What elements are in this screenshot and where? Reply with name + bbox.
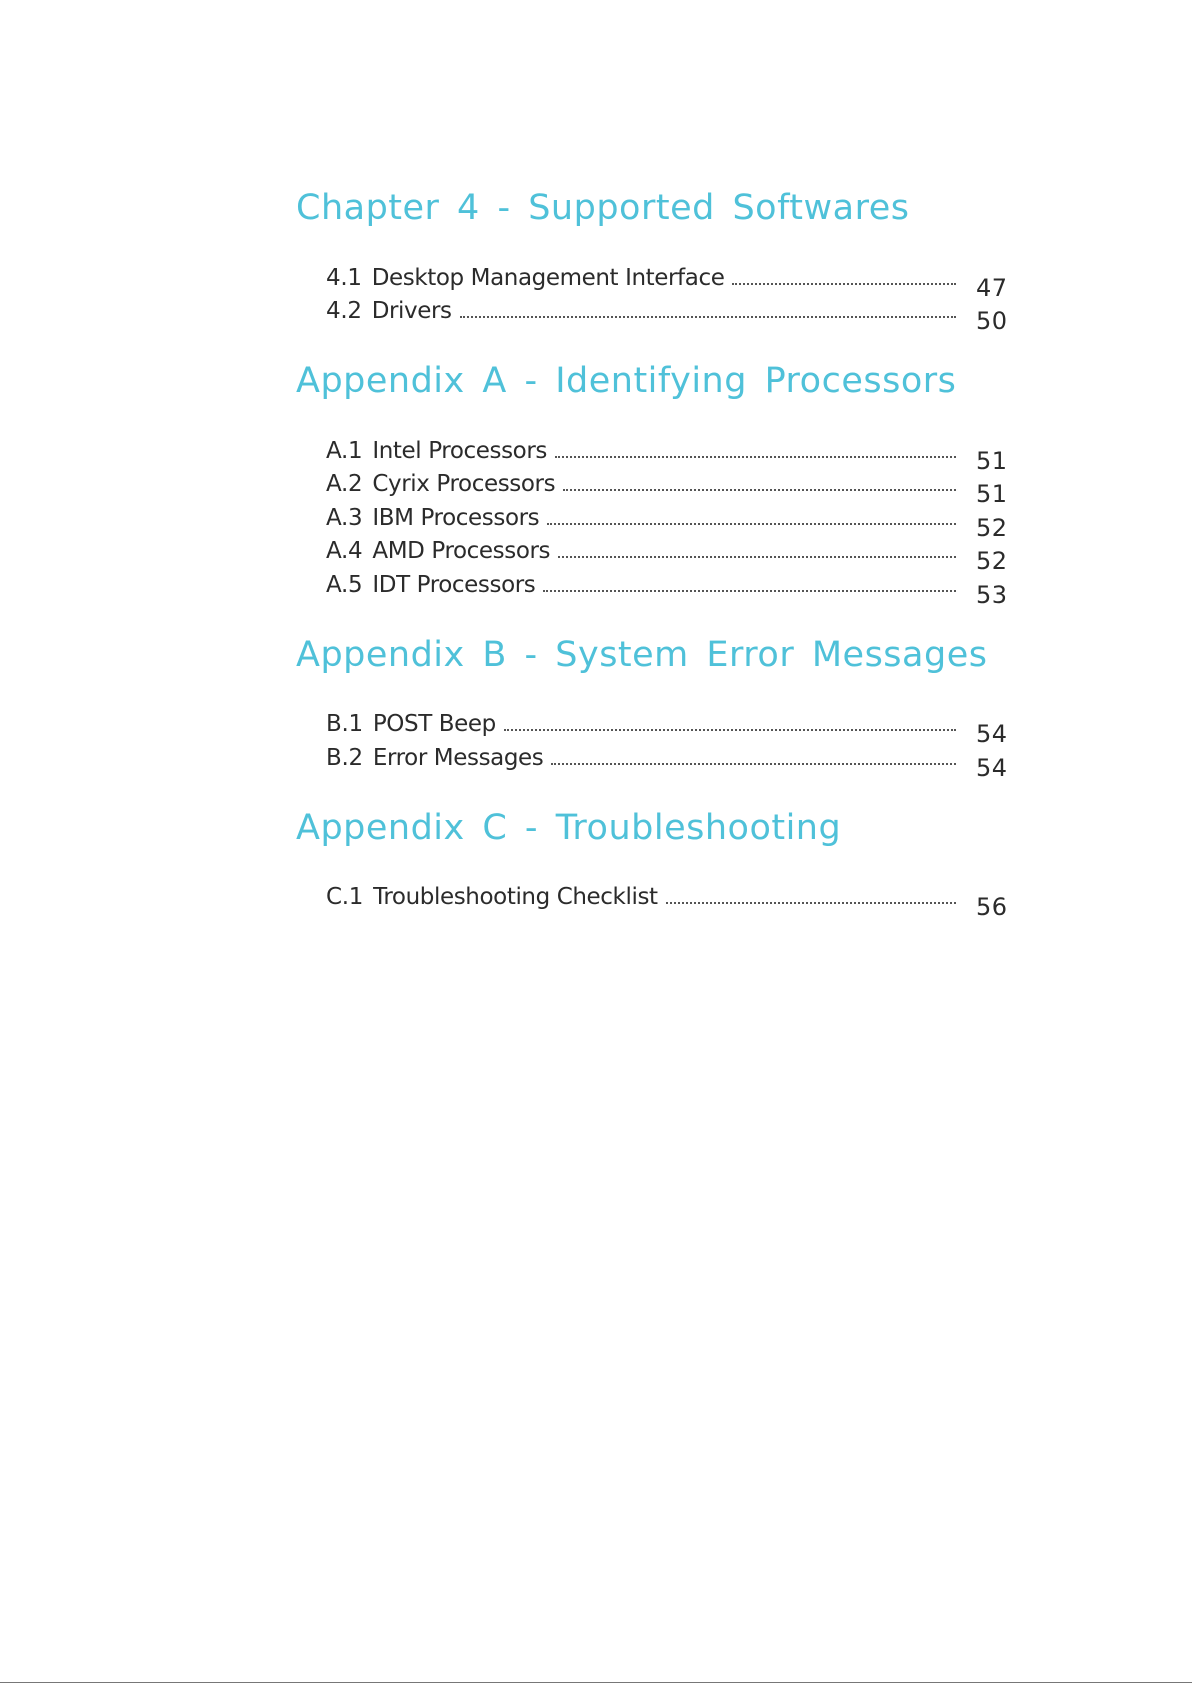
table-of-contents [296, 186, 1022, 945]
dot-leader [732, 283, 956, 285]
entry-number: B.1 [326, 711, 363, 737]
entry-label: Intel Processors [372, 437, 547, 464]
toc-entry[interactable] [326, 431, 1022, 475]
entry-list [296, 431, 1022, 609]
entry-list [296, 878, 1022, 921]
dot-leader [504, 729, 956, 731]
entry-number: A.4 [326, 538, 363, 564]
entry-page-number: 51 [976, 480, 1008, 508]
entry-number: 4.2 [326, 298, 362, 324]
entry-page-number: 53 [976, 580, 1008, 609]
dot-leader [543, 590, 956, 592]
section-title: Appendix A - Identifying Processors [296, 361, 957, 401]
entry-label: POST Beep [372, 711, 496, 737]
toc-entry[interactable] [326, 258, 1022, 302]
entry-label: IDT Processors [372, 571, 536, 598]
dot-leader [563, 489, 956, 491]
page-bottom-rule [0, 1682, 1192, 1683]
entry-page-number: 54 [976, 753, 1008, 782]
entry-label: Drivers [371, 298, 452, 324]
entry-number: A.1 [326, 437, 363, 464]
dot-leader [555, 456, 956, 458]
toc-section-appendix-a [296, 359, 1022, 609]
entry-number: C.1 [326, 884, 364, 910]
dot-leader [551, 763, 956, 765]
entry-label: Desktop Management Interface [371, 264, 725, 291]
section-title: Appendix B - System Error Messages [296, 634, 988, 675]
dot-leader [460, 316, 956, 318]
toc-entry[interactable] [326, 292, 1022, 335]
toc-entry[interactable] [326, 705, 1022, 748]
entry-label: AMD Processors [372, 538, 551, 564]
dot-leader [666, 902, 956, 904]
entry-page-number: 51 [976, 446, 1008, 475]
toc-entry[interactable] [326, 738, 1022, 782]
entry-label: Error Messages [372, 744, 544, 771]
entry-number: A.2 [326, 471, 363, 497]
toc-entry[interactable] [326, 465, 1022, 508]
entry-list [296, 705, 1022, 782]
entry-page-number: 56 [976, 893, 1008, 921]
entry-label: Troubleshooting Checklist [373, 884, 658, 910]
toc-section-chapter-4 [296, 186, 1022, 335]
dot-leader [558, 556, 956, 558]
toc-section-appendix-c [296, 806, 1022, 921]
entry-page-number: 54 [976, 720, 1008, 748]
toc-entry[interactable] [326, 565, 1022, 609]
entry-page-number: 52 [976, 513, 1008, 542]
entry-number: A.5 [326, 571, 363, 598]
toc-entry[interactable] [326, 878, 1022, 921]
entry-list [296, 258, 1022, 335]
entry-number: B.2 [326, 744, 363, 771]
entry-number: A.3 [326, 504, 363, 531]
entry-label: IBM Processors [372, 504, 540, 531]
toc-section-appendix-b [296, 633, 1022, 782]
entry-number: 4.1 [326, 264, 362, 291]
entry-label: Cyrix Processors [372, 471, 556, 497]
dot-leader [547, 523, 956, 525]
entry-page-number: 50 [976, 307, 1008, 335]
toc-entry[interactable] [326, 532, 1022, 575]
entry-page-number: 52 [976, 547, 1008, 575]
entry-page-number: 47 [976, 273, 1008, 302]
section-title: Chapter 4 - Supported Softwares [296, 188, 910, 228]
toc-entry[interactable] [326, 498, 1022, 542]
section-title: Appendix C - Troubleshooting [296, 807, 842, 848]
